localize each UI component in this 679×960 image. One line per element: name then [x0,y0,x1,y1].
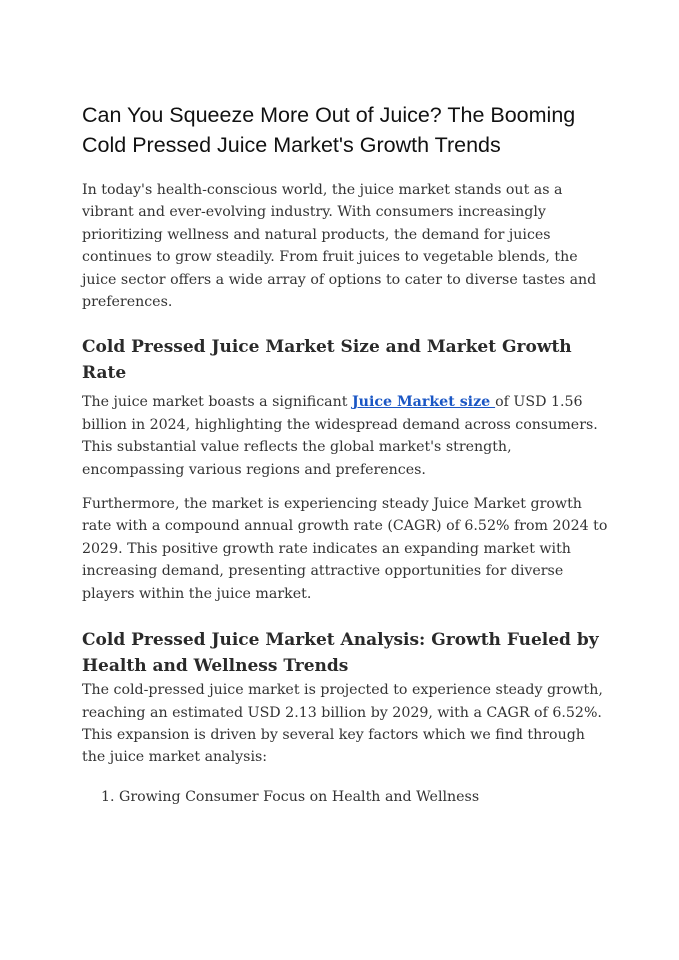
list-item: 1. Growing Consumer Focus on Health and Wellness [119,786,612,808]
document-page [82,100,612,808]
market-size-text-after: of USD 1.56 billion in 2024, highlighting the widespread demand across consumers. This substantial value reflects the global market's strength, encompassing various regions and preferences. [82,394,598,478]
section-heading-market-size: Cold Pressed Juice Market Size and Market Growth Rate [82,337,572,384]
juice-market-size-link[interactable]: Juice Market size [351,394,496,411]
section-heading-market-analysis: Cold Pressed Juice Market Analysis: Growth Fueled by Health and Wellness Trends [82,630,599,677]
growth-rate-paragraph: Furthermore, the market is experiencing steady Juice Market growth rate with a compound annual growth rate (CAGR) of 6.52% from 2024 to 2029. This positive growth rate indicates an expanding market with increasing demand, presenting attractive opportunities for diverse players within the juice market. [82,496,608,602]
market-analysis-paragraph: The cold-pressed juice market is projected to experience steady growth, reaching an estimated USD 2.13 billion by 2029, with a CAGR of 6.52%. This expansion is driven by several key factors which we find through the juice market analysis: [82,682,603,766]
market-size-paragraph [82,391,612,481]
intro-paragraph: In today's health-conscious world, the juice market stands out as a vibrant and ever-evolving industry. With consumers increasingly prioritizing wellness and natural products, the demand for juices continues to grow steadily. From fruit juices to vegetable blends, the juice sector offers a wide array of options to cater to diverse tastes and preferences. [82,182,597,311]
growth-factors-list [82,786,612,808]
article-title: Can You Squeeze More Out of Juice? The Booming Cold Pressed Juice Market's Growth Trends [82,103,576,157]
market-size-text-before: The juice market boasts a significant [82,394,352,411]
